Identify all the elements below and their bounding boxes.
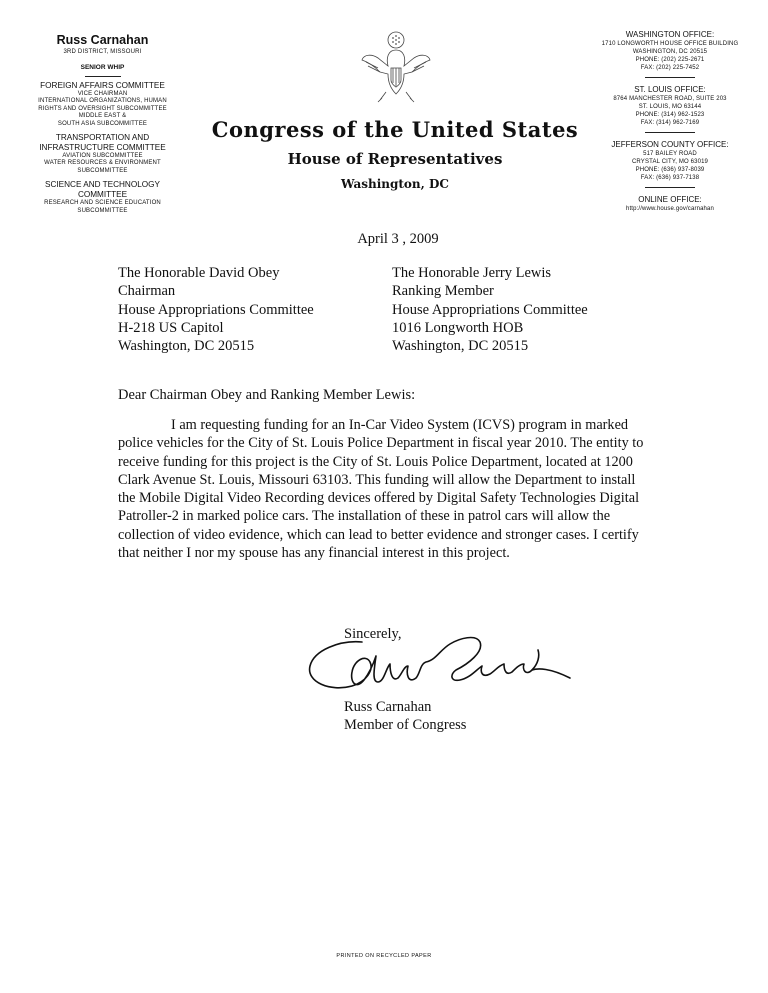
handwritten-signature [300, 620, 590, 705]
office-title: JEFFERSON COUNTY OFFICE: [611, 140, 729, 149]
office-line: ST. LOUIS, MO 63144 [638, 104, 702, 110]
address-line: Washington, DC 20515 [118, 338, 255, 355]
committee-name-line2: COMMITTEE [77, 190, 128, 200]
office-online [590, 195, 750, 213]
address-line: The Honorable David Obey [118, 265, 280, 281]
letter-date: April 3 , 2009 [357, 231, 439, 247]
signer-block [344, 698, 466, 735]
signer-title: Member of Congress [344, 717, 467, 734]
office-line: CRYSTAL CITY, MO 63019 [631, 159, 709, 165]
subcommittee-line: SUBCOMMITTEE [77, 207, 128, 214]
office-line: FAX: (636) 937-7138 [640, 175, 700, 181]
subcommittee-line: SUBCOMMITTEE [77, 167, 128, 174]
subcommittee-line: VICE CHAIRMAN [77, 91, 128, 97]
committee-science [20, 180, 185, 215]
office-line: PHONE: (314) 962-1523 [635, 112, 705, 118]
recipient-address-right [392, 264, 588, 355]
address-line: Washington, DC 20515 [392, 338, 529, 355]
member-role: SENIOR WHIP [80, 64, 125, 71]
address-line: The Honorable Jerry Lewis [392, 265, 552, 281]
address-line: House Appropriations Committee [118, 301, 314, 318]
office-line: WASHINGTON, DC 20515 [632, 49, 708, 55]
offices-column [590, 30, 750, 213]
committee-name: TRANSPORTATION AND [55, 133, 150, 143]
subcommittee-line: AVIATION SUBCOMMITTEE [62, 153, 143, 160]
subcommittee-line: SOUTH ASIA SUBCOMMITTEE [57, 120, 148, 127]
committee-name-line2: INFRASTRUCTURE COMMITTEE [39, 143, 166, 153]
office-title: WASHINGTON OFFICE: [625, 30, 715, 39]
subcommittee-line: INTERNATIONAL ORGANIZATIONS, HUMAN [38, 98, 167, 105]
committee-column [20, 33, 185, 220]
address-line: Chairman [118, 283, 176, 300]
office-line: PHONE: (202) 225-2671 [635, 57, 705, 63]
committee-name: FOREIGN AFFAIRS COMMITTEE [40, 81, 165, 90]
divider [645, 77, 695, 78]
subcommittee-line: RESEARCH AND SCIENCE EDUCATION [44, 200, 161, 207]
member-district: 3RD DISTRICT, MISSOURI [63, 49, 142, 55]
congress-title: Congress of the United States [211, 117, 579, 142]
divider [645, 187, 695, 188]
member-name: Russ Carnahan [56, 33, 149, 47]
divider [645, 132, 695, 133]
subcommittee-line: WATER RESOURCES & ENVIRONMENT [44, 160, 161, 167]
address-line: 1016 Longworth HOB [392, 319, 524, 336]
signer-name: Russ Carnahan [344, 699, 432, 715]
address-line: H-218 US Capitol [118, 319, 224, 336]
office-line: 1710 LONGWORTH HOUSE OFFICE BUILDING [601, 41, 739, 47]
office-jefferson [590, 140, 750, 182]
office-line: FAX: (202) 225-7452 [640, 65, 700, 71]
house-title: House of Representatives [287, 150, 503, 168]
office-line: FAX: (314) 962-7169 [640, 120, 700, 126]
office-line: 517 BAILEY ROAD [643, 151, 697, 157]
office-line: PHONE: (636) 937-8039 [635, 167, 705, 173]
office-title: ONLINE OFFICE: [638, 195, 702, 204]
recycled-paper-note: PRINTED ON RECYCLED PAPER [336, 953, 432, 959]
committee-foreign-affairs [20, 81, 185, 128]
eagle-seal-icon [358, 28, 434, 104]
office-stlouis [590, 85, 750, 127]
city-title: Washington, DC [341, 177, 449, 191]
address-line: Ranking Member [392, 283, 494, 300]
divider [85, 76, 121, 77]
committee-transportation [20, 133, 185, 175]
office-title: ST. LOUIS OFFICE: [634, 85, 706, 94]
committee-name: SCIENCE AND TECHNOLOGY [45, 180, 160, 190]
subcommittee-line: MIDDLE EAST & [78, 113, 127, 120]
letter-body: I am requesting funding for an In-Car Video System (ICVS) program in marked police vehicles for the City of St. Louis Police Department in fiscal year 2010. The entity to receive funding for this project is the City of St. Louis Police Department, located at 1200 Clark Avenue St. Louis, Missouri 63103. This funding will allow the Department to install the Mobile Digital Video Recording devices offered by Digital Safety Technologies Digital Patroller-2 in marked police cars. The installation of these in patrol cars will allow the collection of video evidence, which can lead to better evidence and stronger cases. I certify that neither I nor my spouse has any financial interest in this project. [118, 417, 644, 562]
subcommittee-line: RIGHTS AND OVERSIGHT SUBCOMMITTEE [38, 105, 167, 112]
recipient-address-left [118, 264, 314, 355]
office-line: 8764 MANCHESTER ROAD, SUITE 203 [613, 96, 727, 102]
office-website-link[interactable]: http://www.house.gov/carnahan [625, 206, 715, 212]
address-line: House Appropriations Committee [392, 301, 588, 318]
salutation: Dear Chairman Obey and Ranking Member Lewis: [118, 387, 416, 403]
closing: Sincerely, [344, 626, 402, 642]
office-washington [590, 30, 750, 72]
